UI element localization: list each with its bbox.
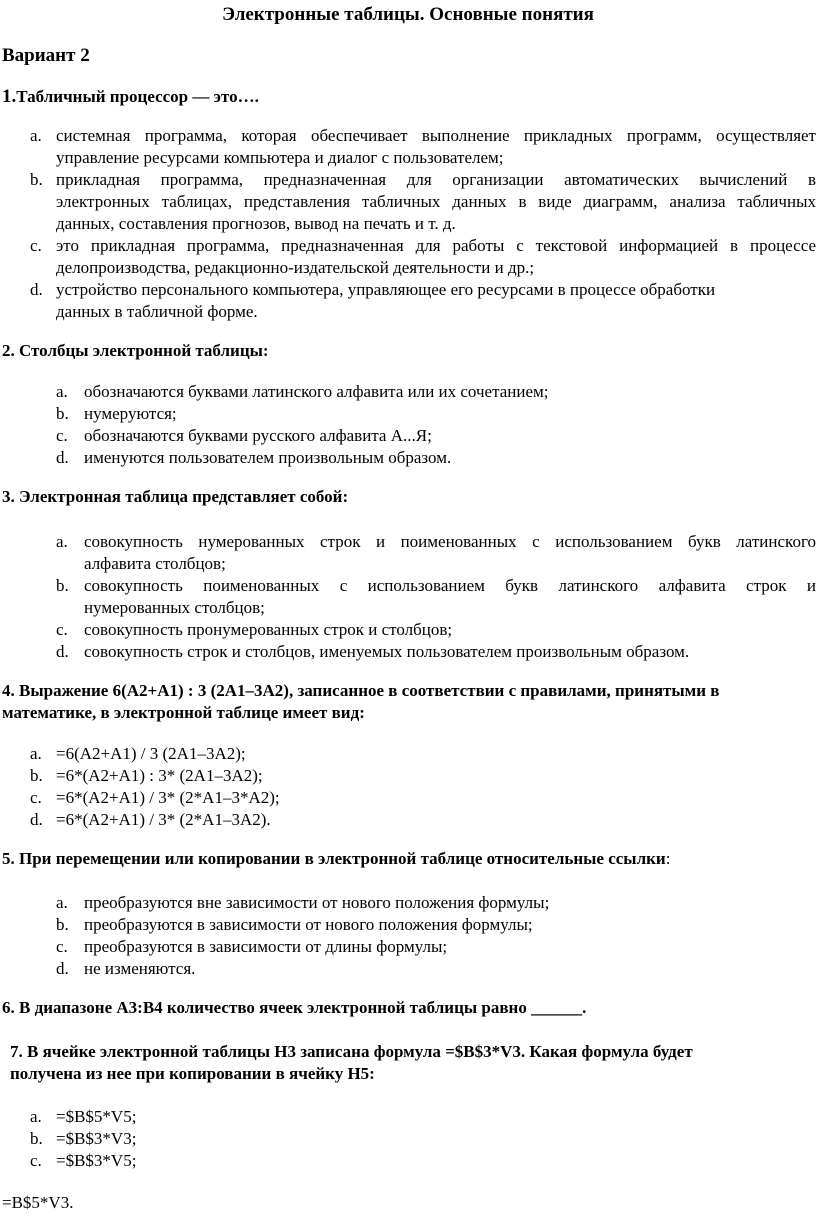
- q4-option-a-letter: a.: [30, 744, 42, 763]
- q5-option-b-text: преобразуются в зависимости от нового положения формулы;: [84, 915, 533, 934]
- q2-option-a-letter: a.: [56, 382, 68, 401]
- q1-option-d-line-2: данных в табличной форме.: [56, 302, 258, 321]
- q2-option-c-text: обозначаются буквами русского алфавита А...Я;: [84, 426, 432, 445]
- question-4-line-1: 4. Выражение 6(A2+A1) : 3 (2A1–3A2), записанное в соответствии с правилами, принятыми в: [2, 681, 720, 700]
- q1-option-b-line-3: данных, составления прогнозов, вывод на печать и т. д.: [56, 214, 456, 233]
- question-5-suffix: :: [665, 849, 671, 868]
- q4-option-c-text: =6*(A2+A1) / 3* (2*A1–3*A2);: [56, 788, 280, 807]
- q4-option-d-letter: d.: [30, 810, 43, 829]
- q4-option-b-letter: b.: [30, 766, 43, 785]
- question-7-line-2: получена из нее при копировании в ячейку Н5:: [10, 1064, 375, 1083]
- q4-option-b-text: =6*(A2+A1) : 3* (2A1–3A2);: [56, 766, 263, 785]
- q1-option-a-line-1: системная программа, которая обеспечивает выполнение прикладных программ, осуществляет: [56, 126, 816, 145]
- question-5: [2, 849, 670, 869]
- question-1-number: 1.: [2, 86, 17, 107]
- q7-trailing-text: =B$5*V3.: [2, 1193, 74, 1212]
- q7-option-c-text: =$B$3*V5;: [56, 1151, 137, 1170]
- q1-option-b-line-1: прикладная программа, предназначенная для организации автоматических вычислений в: [56, 170, 816, 189]
- q7-option-a-text: =$B$5*V5;: [56, 1107, 137, 1126]
- question-6-text: 6. В диапазоне A3:B4 количество ячеек электронной таблицы равно ______.: [2, 998, 587, 1017]
- q2-option-a-text: обозначаются буквами латинского алфавита или их сочетанием;: [84, 382, 549, 401]
- q7-option-a-letter: a.: [30, 1107, 42, 1126]
- q3-option-c-letter: c.: [56, 620, 68, 639]
- q5-option-d-text: не изменяются.: [84, 959, 196, 978]
- q5-option-d-letter: d.: [56, 959, 69, 978]
- q5-option-a-text: преобразуются вне зависимости от нового положения формулы;: [84, 893, 550, 912]
- q3-option-a-line-1: совокупность нумерованных строк и поименованных с использованием букв латинского: [84, 532, 816, 551]
- q7-option-b-letter: b.: [30, 1129, 43, 1148]
- q5-option-b-letter: b.: [56, 915, 69, 934]
- q7-option-b-text: =$B$3*V3;: [56, 1129, 137, 1148]
- q1-option-c-letter: c.: [30, 236, 42, 255]
- q3-option-a-line-2: алфавита столбцов;: [84, 554, 226, 573]
- q3-option-c-text: совокупность пронумерованных строк и столбцов;: [84, 620, 453, 639]
- q4-option-a-text: =6(A2+A1) / 3 (2A1–3A2);: [56, 744, 246, 763]
- q3-option-b-letter: b.: [56, 576, 69, 595]
- q1-option-d-line-1: устройство персонального компьютера, управляющее его ресурсами в процессе обработки: [56, 280, 716, 299]
- q3-option-b-line-2: нумерованных столбцов;: [84, 598, 265, 617]
- q3-option-d-letter: d.: [56, 642, 69, 661]
- q7-option-c-letter: c.: [30, 1151, 42, 1170]
- q2-option-d-letter: d.: [56, 448, 69, 467]
- q5-option-c-text: преобразуются в зависимости от длины формулы;: [84, 937, 448, 956]
- q1-option-c-line-1: это прикладная программа, предназначенная для работы с текстовой информацией в процессе: [56, 236, 816, 255]
- variant-heading: Вариант 2: [2, 45, 90, 66]
- q1-option-b-letter: b.: [30, 170, 43, 189]
- q1-option-c-line-2: делопроизводства, редакционно-издательской деятельности и др.;: [56, 258, 535, 277]
- q2-option-d-text: именуются пользователем произвольным образом.: [84, 448, 452, 467]
- question-1: [2, 86, 259, 108]
- q1-option-a-letter: a.: [30, 126, 42, 145]
- q2-option-b-letter: b.: [56, 404, 69, 423]
- question-5-text: 5. При перемещении или копировании в электронной таблице относительные ссылки: [2, 849, 666, 868]
- question-3-text: 3. Электронная таблица представляет собой:: [2, 487, 349, 506]
- question-2-text: 2. Столбцы электронной таблицы:: [2, 341, 269, 360]
- q3-option-a-letter: a.: [56, 532, 68, 551]
- q3-option-d-text: совокупность строк и столбцов, именуемых пользователем произвольным образом.: [84, 642, 690, 661]
- q1-option-b-line-2: электронных таблицах, представления табличных данных в виде диаграмм, анализа табличных: [56, 192, 816, 211]
- q4-option-d-text: =6*(A2+A1) / 3* (2*A1–3A2).: [56, 810, 271, 829]
- q2-option-c-letter: c.: [56, 426, 68, 445]
- q1-option-d-letter: d.: [30, 280, 43, 299]
- q1-option-a-line-2: управление ресурсами компьютера и диалог с пользователем;: [56, 148, 504, 167]
- q5-option-c-letter: c.: [56, 937, 68, 956]
- question-4-line-2: математике, в электронной таблице имеет вид:: [2, 703, 365, 722]
- q3-option-b-line-1: совокупность поименованных с использованием букв латинского алфавита строк и: [84, 576, 816, 595]
- q5-option-a-letter: a.: [56, 893, 68, 912]
- question-1-text: Табличный процессор — это….: [16, 87, 259, 106]
- q2-option-b-text: нумеруются;: [84, 404, 177, 423]
- q4-option-c-letter: c.: [30, 788, 42, 807]
- question-7-line-1: 7. В ячейке электронной таблицы Н3 записана формула =$B$3*V3. Какая формула будет: [10, 1042, 693, 1061]
- page-title: Электронные таблицы. Основные понятия: [222, 4, 594, 25]
